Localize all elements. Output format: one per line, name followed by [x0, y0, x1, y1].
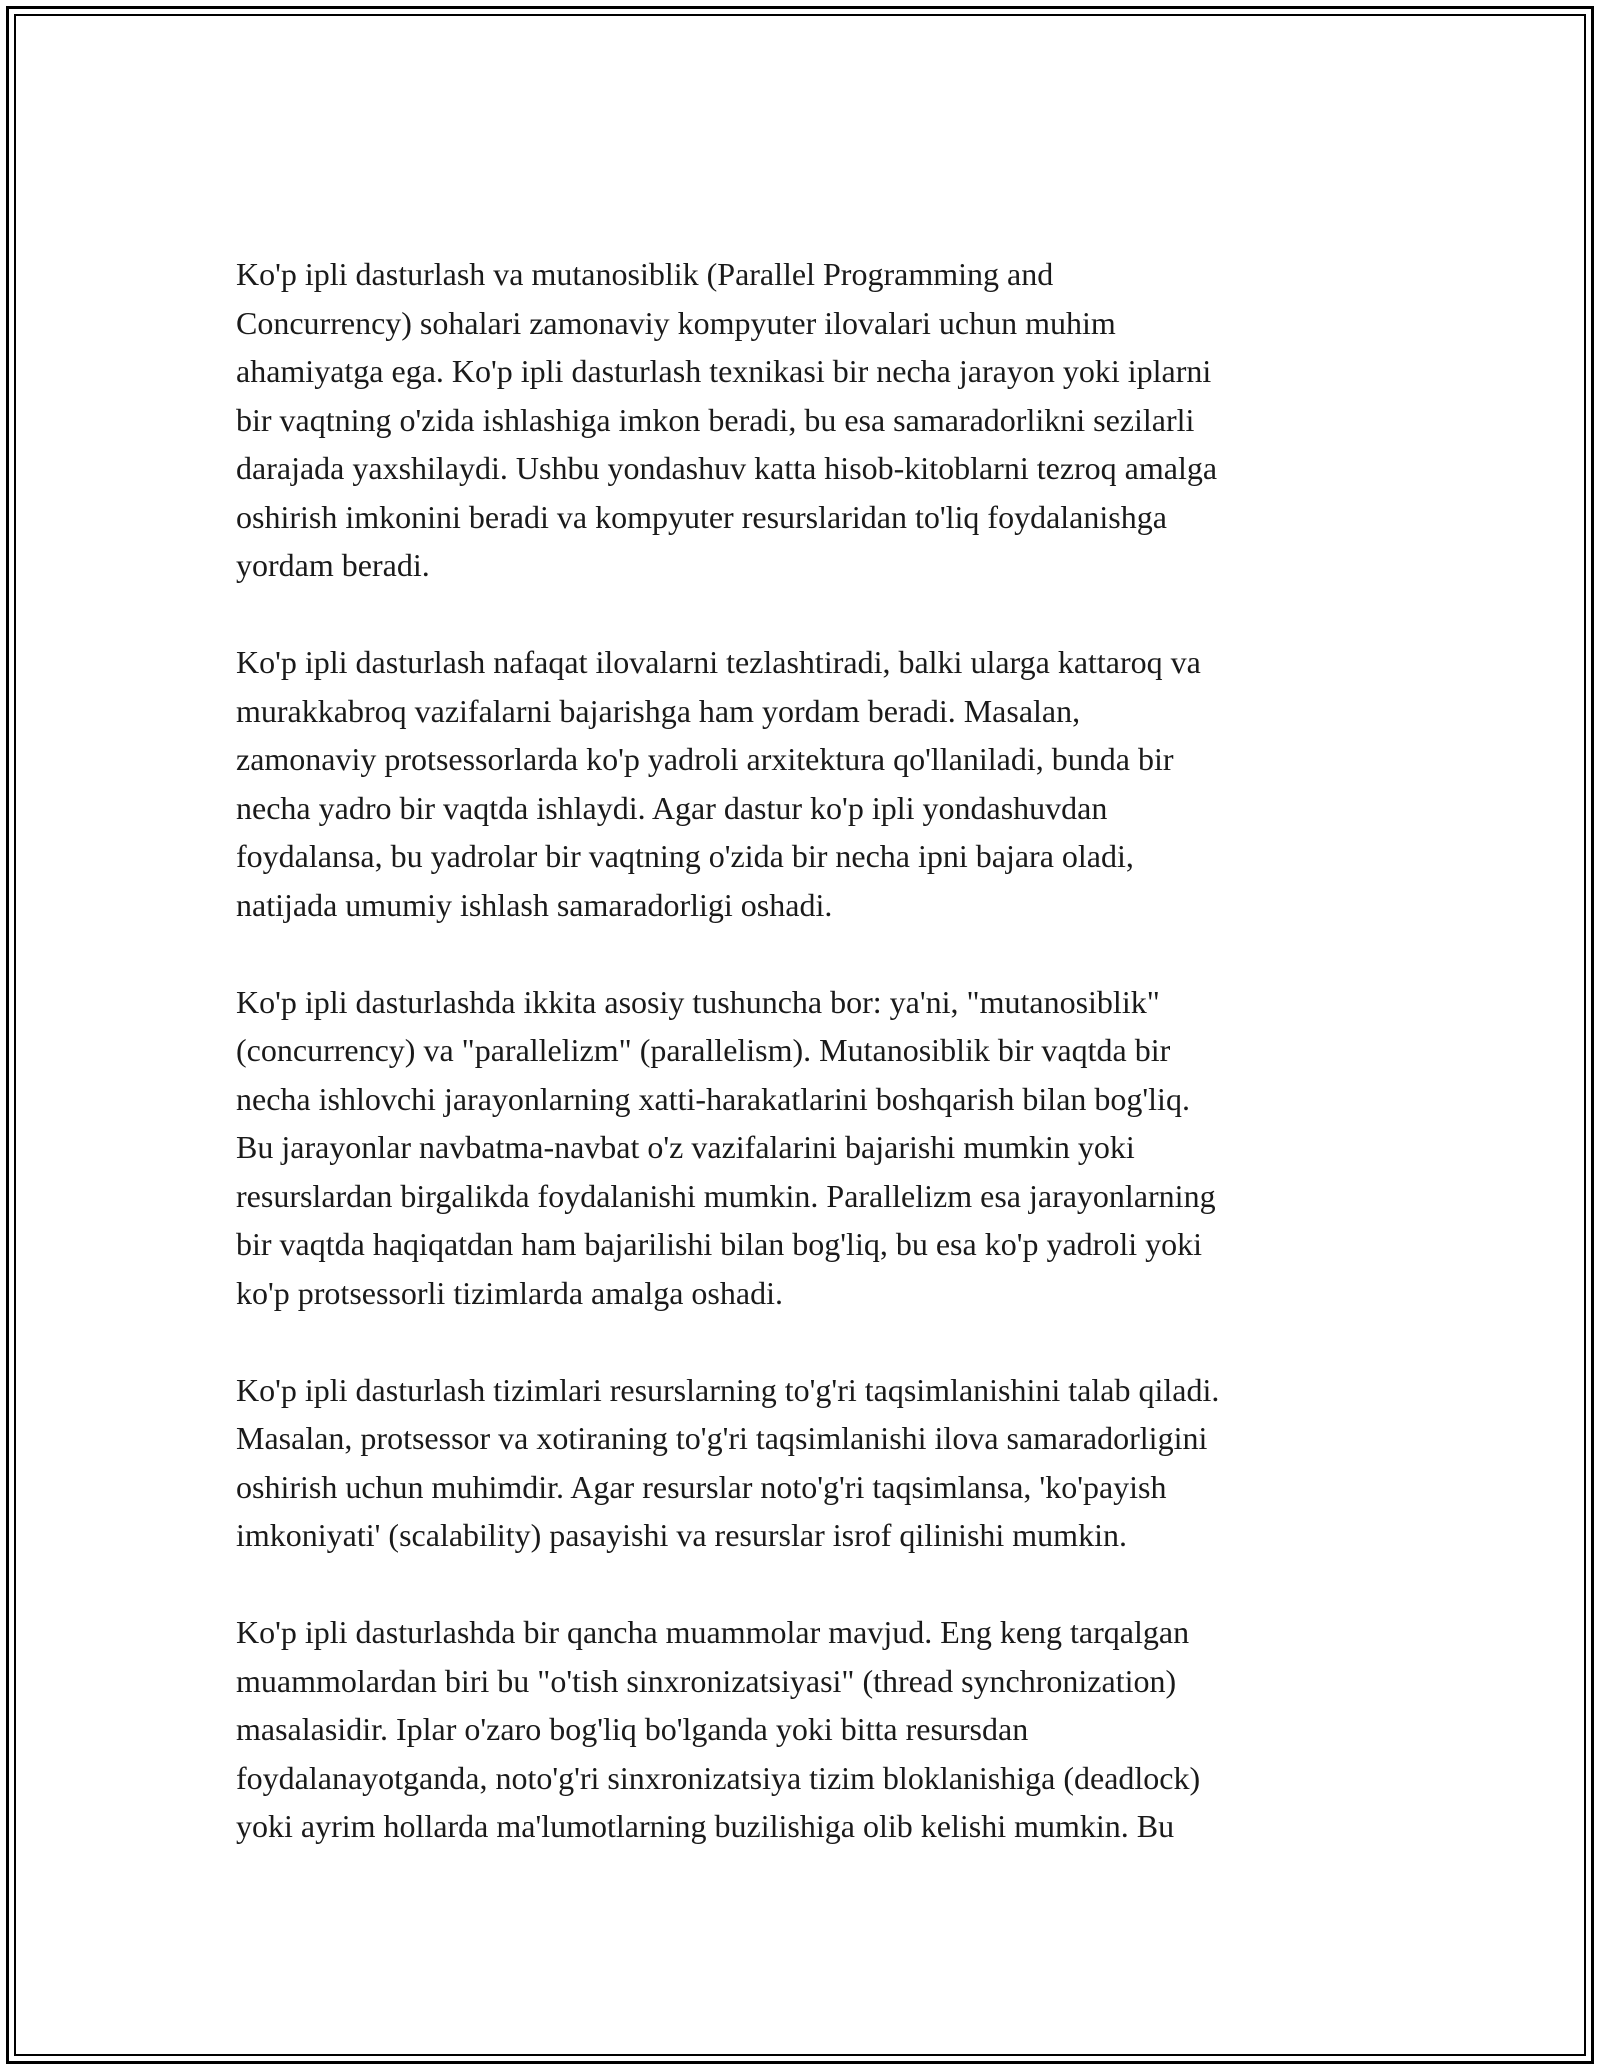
paragraph-2: Ko'p ipli dasturlash nafaqat ilovalarni tezlashtiradi, balki ularga kattaroq va murakkabroq vazifalarni bajarishga ham yordam beradi. Masalan, zamonaviy protsessorlarda ko'p yadroli arxitektura qo'llaniladi, bunda bir necha yadro bir vaqtda ishlaydi. Agar dastur ko'p ipli yondashuvdan foydalansa, bu yadrolar bir vaqtning o'zida bir necha ipni bajara oladi, natijada umumiy ishlash samaradorligi oshadi.	[236, 644, 1201, 923]
document-body	[236, 250, 1366, 1899]
paragraph-1: Ko'p ipli dasturlash va mutanosiblik (Parallel Programming and Concurrency) sohalari zamonaviy kompyuter ilovalari uchun muhim ahamiyatga ega. Ko'p ipli dasturlash texnikasi bir necha jarayon yoki iplarni bir vaqtning o'zida ishlashiga imkon beradi, bu esa samaradorlikni sezilarli darajada yaxshilaydi. Ushbu yondashuv katta hisob-kitoblarni tezroq amalga oshirish imkonini beradi va kompyuter resurslaridan to'liq foydalanishga yordam beradi.	[236, 256, 1218, 583]
paragraph-5: Ko'p ipli dasturlashda bir qancha muammolar mavjud. Eng keng tarqalgan muammolardan biri bu "o'tish sinxronizatsiyasi" (thread synchronization) masalasidir. Iplar o'zaro bog'liq bo'lganda yoki bitta resursdan foydalanayotganda, noto'g'ri sinxronizatsiya tizim bloklanishiga (deadlock) yoki ayrim hollarda ma'lumotlarning buzilishiga olib kelishi mumkin. Bu	[236, 1614, 1201, 1844]
paragraph-4: Ko'p ipli dasturlash tizimlari resurslarning to'g'ri taqsimlanishini talab qiladi. Masalan, protsessor va xotiraning to'g'ri taqsimlanishi ilova samaradorligini oshirish uchun muhimdir. Agar resurslar noto'g'ri taqsimlansa, 'ko'payish imkoniyati' (scalability) pasayishi va resurslar isrof qilinishi mumkin.	[236, 1371, 1220, 1553]
paragraph-3: Ko'p ipli dasturlashda ikkita asosiy tushuncha bor: ya'ni, "mutanosiblik" (concurrency) va "parallelizm" (parallelism). Mutanosiblik bir vaqtda bir necha ishlovchi jarayonlarning xatti-harakatlarini boshqarish bilan bog'liq. Bu jarayonlar navbatma-navbat o'z vazifalarini bajarishi mumkin yoki resurslardan birgalikda foydalanishi mumkin. Parallelizm esa jarayonlarning bir vaqtda haqiqatdan ham bajarilishi bilan bog'liq, bu esa ko'p yadroli yoki ko'p protsessorli tizimlarda amalga oshadi.	[236, 983, 1216, 1311]
